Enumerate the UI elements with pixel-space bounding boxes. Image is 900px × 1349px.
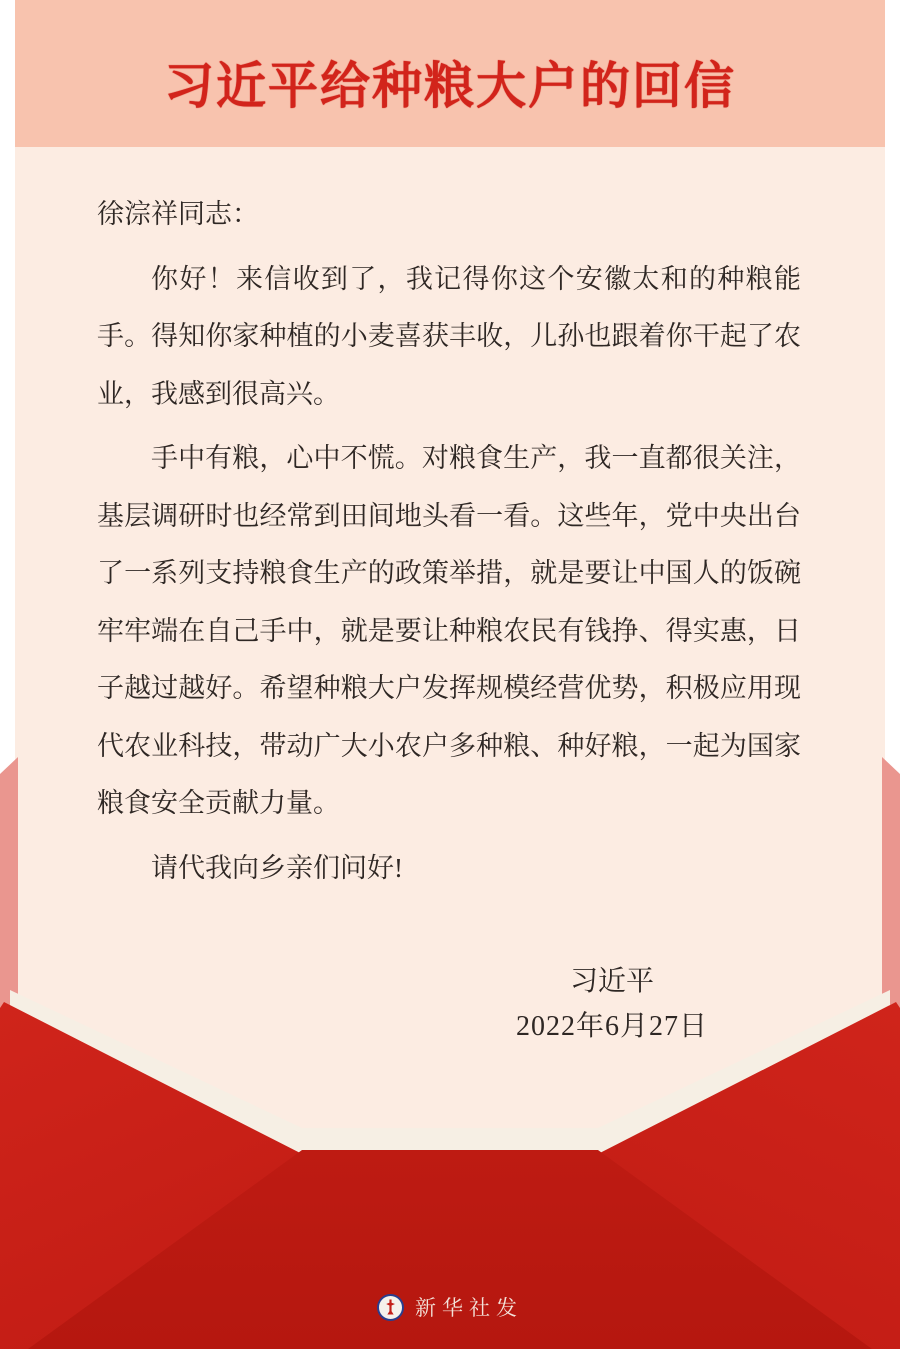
page-title: 习近平给种粮大户的回信 [164, 57, 736, 114]
letter-paragraph-3: 请代我向乡亲们问好! [151, 852, 403, 883]
signature-date: 2022年6月27日 [515, 1011, 708, 1042]
huabiao-pillar-icon [386, 1300, 395, 1315]
signature-name: 习近平 [569, 966, 654, 997]
credit-text: 新华社发 [415, 1296, 523, 1320]
letter-salutation: 徐淙祥同志： [97, 199, 259, 229]
letter-body [97, 186, 801, 897]
letter-paragraph-1: 你好！来信收到了，我记得你这个安徽太和的种粮能手。得知你家种植的小麦喜获丰收，儿孙也跟着你干起了农业，我感到很高兴。 [97, 263, 801, 409]
title-banner [15, 0, 885, 147]
letter-paragraph-2: 手中有粮，心中不慌。对粮食生产，我一直都很关注，基层调研时也经常到田间地头看一看。这些年，党中央出台了一系列支持粮食生产的政策举措，就是要让中国人的饭碗牢牢端在自己手中，就是要让种粮农民有钱挣、得实惠，日子越过越好。希望种粮大户发挥规模经营优势，积极应用现代农业科技，带动广大小农户多种粮、种好粮，一起为国家粮食安全贡献力量。 [97, 443, 801, 818]
signature-block [516, 960, 708, 1050]
xinhua-agency-logo-icon [377, 1294, 404, 1321]
credit-line [377, 1292, 523, 1322]
